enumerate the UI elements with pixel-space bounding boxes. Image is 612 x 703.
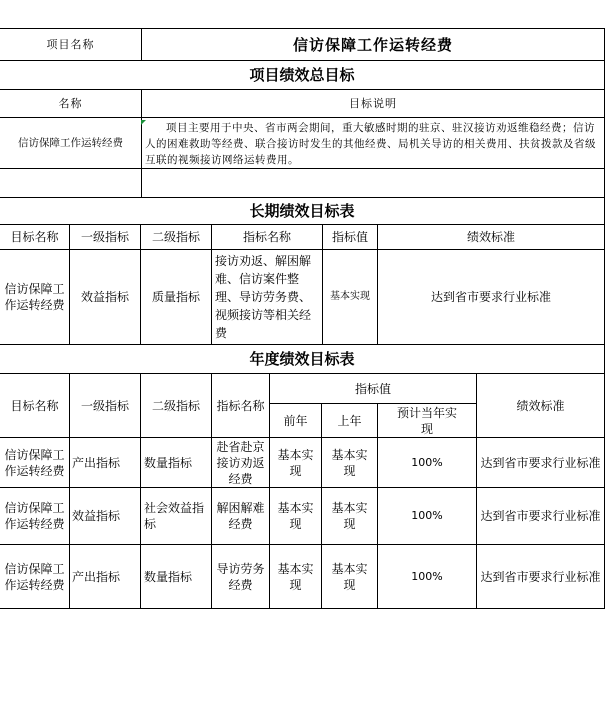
an-row-standard: 达到省市要求行业标准	[477, 488, 605, 545]
overall-section-title: 项目绩效总目标	[0, 61, 605, 90]
an-row-expected: 100%	[378, 545, 477, 609]
an-row-standard: 达到省市要求行业标准	[477, 545, 605, 609]
an-row-level2: 数量指标	[141, 438, 212, 488]
overall-empty-name	[0, 169, 141, 198]
an-row-target: 信访保障工作运转经费	[0, 438, 70, 488]
an-header-last: 上年	[322, 404, 378, 438]
an-header-prev: 前年	[270, 404, 322, 438]
lt-header-level2: 二级指标	[141, 225, 212, 250]
an-row-prev: 基本实现	[270, 438, 322, 488]
an-row-level1: 产出指标	[70, 545, 141, 609]
an-row-indicator: 赴省赴京接访劝返经费	[212, 438, 270, 488]
an-row-prev: 基本实现	[270, 545, 322, 609]
lt-row-target: 信访保障工作运转经费	[0, 250, 70, 345]
overall-empty-desc	[141, 169, 605, 198]
an-header-level2: 二级指标	[141, 374, 212, 438]
an-header-value-group: 指标值	[270, 374, 477, 404]
an-row-level1: 产出指标	[70, 438, 141, 488]
an-header-standard: 绩效标准	[477, 374, 605, 438]
an-row-last: 基本实现	[322, 488, 378, 545]
annual-section-title: 年度绩效目标表	[0, 345, 605, 374]
overall-row-name: 信访保障工作运转经费	[0, 118, 141, 169]
overall-row-desc: 项目主要用于中央、省市两会期间，重大敏感时期的驻京、驻汉接访劝返维稳经费；信访人的困难救助等经费、联合接访时发生的其他经费、局机关导访的相关费用、扶贫拨款及省级互联的视频接访网络运转费用。	[141, 118, 605, 169]
an-header-expected: 预计当年实现	[378, 404, 477, 438]
project-name-value: 信访保障工作运转经费	[141, 28, 605, 61]
an-row-indicator: 导访劳务经费	[212, 545, 270, 609]
an-row-target: 信访保障工作运转经费	[0, 488, 70, 545]
an-header-indicator: 指标名称	[212, 374, 270, 438]
lt-header-standard: 绩效标准	[378, 225, 605, 250]
an-row-level2: 数量指标	[141, 545, 212, 609]
an-row-last: 基本实现	[322, 545, 378, 609]
lt-header-level1: 一级指标	[70, 225, 141, 250]
lt-row-level2: 质量指标	[141, 250, 212, 345]
an-header-level1: 一级指标	[70, 374, 141, 438]
overall-col-desc: 目标说明	[141, 90, 605, 118]
lt-header-indicator: 指标名称	[212, 225, 323, 250]
an-row-expected: 100%	[378, 438, 477, 488]
an-header-target: 目标名称	[0, 374, 70, 438]
an-row-standard: 达到省市要求行业标准	[477, 438, 605, 488]
lt-header-value: 指标值	[323, 225, 378, 250]
an-row-level1: 效益指标	[70, 488, 141, 545]
an-row-target: 信访保障工作运转经费	[0, 545, 70, 609]
cell-note-marker	[141, 120, 146, 125]
an-row-expected: 100%	[378, 488, 477, 545]
an-row-last: 基本实现	[322, 438, 378, 488]
overall-col-name: 名称	[0, 90, 141, 118]
lt-row-standard: 达到省市要求行业标准	[378, 250, 605, 345]
lt-row-level1: 效益指标	[70, 250, 141, 345]
lt-row-indicator: 接访劝返、解困解难、信访案件整理、导访劳务费、视频接访等相关经费	[212, 250, 323, 345]
lt-header-target: 目标名称	[0, 225, 70, 250]
lt-row-value: 基本实现	[323, 250, 378, 345]
an-row-prev: 基本实现	[270, 488, 322, 545]
long-term-section-title: 长期绩效目标表	[0, 198, 605, 225]
project-name-label: 项目名称	[0, 28, 141, 61]
an-row-indicator: 解困解难经费	[212, 488, 270, 545]
an-row-level2: 社会效益指标	[141, 488, 212, 545]
